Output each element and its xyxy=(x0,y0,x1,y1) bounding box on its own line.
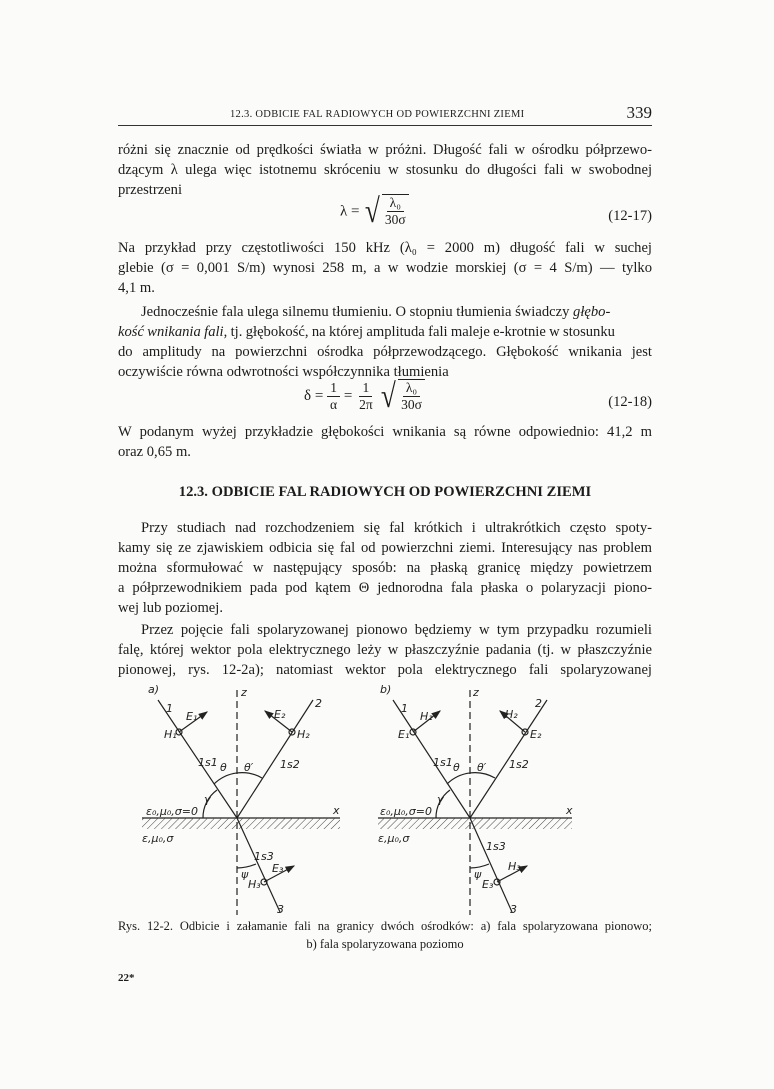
text-line: do amplitudy na powierzchni ośrodka półprzewodzącego. Głębokość wnikania jest xyxy=(118,344,652,360)
label: b) xyxy=(380,683,392,696)
italic-term: głębo- xyxy=(573,304,611,320)
text-line: 4,1 m. xyxy=(118,280,155,296)
label: θ xyxy=(453,761,460,774)
text: , tj. głębokość, na której amplituda fali maleje e-krotnie w stosunku xyxy=(223,324,615,340)
label: H₃ xyxy=(508,860,521,873)
text-line: glebie (σ = 0,001 S/m) wynosi 258 m, a w wodzie morskiej (σ = 4 S/m) — tylko xyxy=(118,260,652,276)
eq-lhs: λ = xyxy=(340,203,360,220)
text-line: W podanym wyżej przykładzie głębokości wnikania są równe odpowiednio: 41,2 m xyxy=(118,424,652,440)
eq-lhs: δ = xyxy=(304,387,324,404)
label: ε,μ₀,σ xyxy=(142,832,174,845)
label: 1 xyxy=(401,702,408,715)
label: z xyxy=(473,686,479,699)
label: γ xyxy=(204,793,211,806)
text-line: oraz 0,65 m. xyxy=(118,444,191,460)
refracted-ray xyxy=(470,818,512,912)
label: 1s1 xyxy=(433,756,453,769)
label: ε,μ₀,σ xyxy=(378,832,410,845)
panel-a xyxy=(142,690,340,915)
eq-numerator: 1 xyxy=(327,380,340,397)
label: H₁ xyxy=(164,728,177,741)
text-line: dzącym λ ulega więc istotnemu skróceniu w stosunku do długości fali w swobodnej xyxy=(118,162,652,178)
label: 1s3 xyxy=(486,840,506,853)
eq-equals: = xyxy=(343,387,353,404)
text-line: Przez pojęcie fali spolaryzowanej pionowo będziemy w tym przypadku rozumieli xyxy=(141,622,652,638)
page-number: 339 xyxy=(626,103,652,122)
label: E₃ xyxy=(482,878,494,891)
label: a) xyxy=(148,683,160,696)
text-line: a półprzewodnikiem pada pod kątem Θ jednorodna fala płaska o polaryzacji piono- xyxy=(118,580,652,596)
label: 1s2 xyxy=(280,758,300,771)
label: 3 xyxy=(277,903,284,916)
label: E₂ xyxy=(274,708,286,721)
panel-a-labels xyxy=(142,683,340,916)
label: γ xyxy=(437,793,444,806)
sqrt: √ $\frac{\text{λ₀}}{30\sigma}$ xyxy=(363,196,408,228)
signature-mark: 22* xyxy=(118,972,135,984)
label: ε₀,μ₀,σ=0 xyxy=(380,805,432,818)
text-line: oczywiście równa odwrotności współczynnika tłumienia xyxy=(118,364,449,380)
eq-numerator: 1 xyxy=(359,380,372,397)
label: 2 xyxy=(535,697,542,710)
text-line: pionowej, rys. 12-2a); natomiast wektor pola elektrycznego fali spolaryzowanej xyxy=(118,662,652,678)
label: 3 xyxy=(510,903,517,916)
panel-b xyxy=(378,690,572,915)
italic-term: kość wnikania fali xyxy=(118,324,224,340)
angle-arc xyxy=(447,773,495,784)
section-heading: 12.3. ODBICIE FAL RADIOWYCH OD POWIERZCHNI ZIEMI xyxy=(178,484,592,500)
eq-denominator: 2π xyxy=(359,397,373,412)
eq-numerator: λ₀ xyxy=(387,195,404,212)
equation-number: (12-17) xyxy=(608,208,652,224)
label: H₃ xyxy=(248,878,261,891)
label: ψ xyxy=(474,868,482,881)
label: H₂ xyxy=(297,728,310,741)
label: 1s3 xyxy=(254,850,274,863)
sqrt: √ $\frac{\text{λ₀}}{30\sigma}$ xyxy=(379,381,424,413)
label: θ′ xyxy=(244,761,254,774)
label: ε₀,μ₀,σ=0 xyxy=(146,805,198,818)
label: E₁ xyxy=(186,710,198,723)
label: x xyxy=(566,804,573,817)
label: E₁ xyxy=(398,728,410,741)
text-line: można sformułować w następujący sposób: na płaską granicę między powietrzem xyxy=(118,560,652,576)
text-line: różni się znacznie od prędkości światła w próżni. Długość fali w ośrodku półprzewo- xyxy=(118,142,652,158)
label: z xyxy=(241,686,247,699)
angle-arc xyxy=(214,773,262,784)
figure-caption: Rys. 12-2. Odbicie i załamanie fali na granicy dwóch ośrodków: a) fala spolaryzowana pionowo; xyxy=(118,919,652,933)
figure-caption: b) fala spolaryzowana poziomo xyxy=(306,937,464,951)
equation-number: (12-18) xyxy=(608,394,652,410)
label: 1s1 xyxy=(198,756,218,769)
label: θ′ xyxy=(477,761,487,774)
eq-denominator: α xyxy=(330,397,338,412)
label: θ xyxy=(220,761,227,774)
eq-denominator: 30σ xyxy=(384,212,406,227)
text-line: wej lub poziomej. xyxy=(118,600,223,616)
text-line: Przy studiach nad rozchodzeniem się fal krótkich i ultrakrótkich często spoty- xyxy=(141,520,652,536)
eq-denominator: 30σ xyxy=(401,396,422,412)
label: 2 xyxy=(315,697,322,710)
text-line: Na przykład przy częstotliwości 150 kHz (λ₀ = 2000 m) długość fali w suchej xyxy=(118,240,652,256)
text-line: przestrzeni xyxy=(118,182,183,198)
text-line: falę, której wektor pola elektrycznego leży w płaszczyźnie padania (tj. w płaszczyźnie xyxy=(118,642,652,658)
label: H₂ xyxy=(505,708,518,721)
label: E₂ xyxy=(530,728,542,741)
panel-b-labels xyxy=(378,683,573,916)
label: x xyxy=(333,804,340,817)
eq-numerator: λ₀ xyxy=(403,380,420,397)
label: 1 xyxy=(166,702,173,715)
running-title: 12.3. ODBICIE FAL RADIOWYCH OD POWIERZCHNI ZIEMI xyxy=(230,109,525,120)
label: 1s2 xyxy=(509,758,529,771)
text-line: kamy się ze zjawiskiem odbicia się fal od powierzchni ziemi. Interesujący nas problem xyxy=(118,540,652,556)
text: Jednocześnie fala ulega silnemu tłumieniu. O stopniu tłumienia świadczy xyxy=(141,304,574,320)
label: ψ xyxy=(241,868,249,881)
label: H₁ xyxy=(420,710,433,723)
label: E₃ xyxy=(272,862,284,875)
ground-hatch xyxy=(378,818,572,829)
